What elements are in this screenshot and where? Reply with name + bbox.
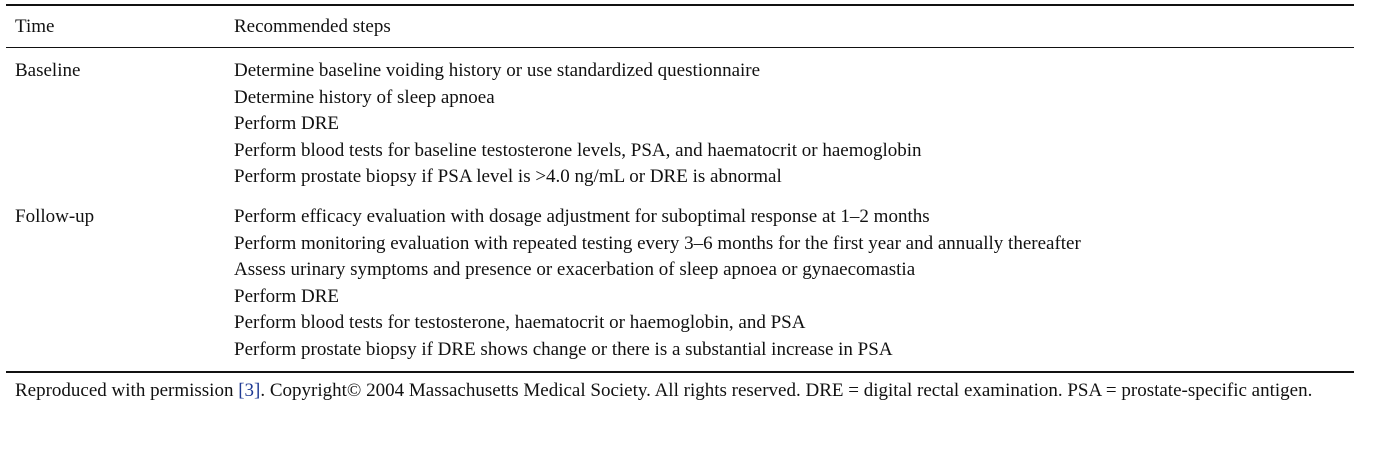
list-item: Perform DRE	[234, 285, 340, 307]
footnote-prefix: Reproduced with permission	[15, 380, 239, 401]
header-recommended-steps: Recommended steps	[234, 16, 391, 37]
list-item: Perform blood tests for baseline testosterone levels, PSA, and haematocrit or haemoglobin	[234, 139, 922, 161]
time-follow-up: Follow-up	[15, 206, 95, 227]
table-header-rule	[6, 47, 1354, 48]
list-item: Perform efficacy evaluation with dosage adjustment for suboptimal response at 1–2 months	[234, 206, 930, 227]
list-item: Perform prostate biopsy if DRE shows change or there is a substantial increase in PSA	[234, 338, 893, 360]
list-item: Determine history of sleep apnoea	[234, 86, 495, 108]
reference-link[interactable]: [3]	[238, 380, 261, 401]
table-bottom-rule	[6, 371, 1354, 373]
baseline-steps-list	[234, 58, 922, 191]
time-baseline: Baseline	[15, 60, 81, 81]
list-item: Perform DRE	[234, 113, 340, 134]
table-footnote	[15, 378, 1355, 404]
list-item: Determine baseline voiding history or use standardized questionnaire	[234, 60, 761, 81]
table-top-rule	[6, 4, 1354, 6]
list-item: Perform prostate biopsy if PSA level is >4.0 ng/mL or DRE is abnormal	[234, 166, 782, 187]
follow-up-steps-list	[234, 204, 1081, 363]
list-item: Perform monitoring evaluation with repeated testing every 3–6 months for the first year and annually thereafter	[234, 232, 1081, 254]
header-time: Time	[15, 16, 55, 37]
list-item: Assess urinary symptoms and presence or exacerbation of sleep apnoea or gynaecomastia	[234, 259, 916, 280]
footnote-suffix: . Copyright© 2004 Massachusetts Medical Society. All rights reserved. DRE = digital rectal examination. PSA = prostate-specific antigen.	[260, 380, 1313, 401]
list-item: Perform blood tests for testosterone, haematocrit or haemoglobin, and PSA	[234, 312, 806, 333]
